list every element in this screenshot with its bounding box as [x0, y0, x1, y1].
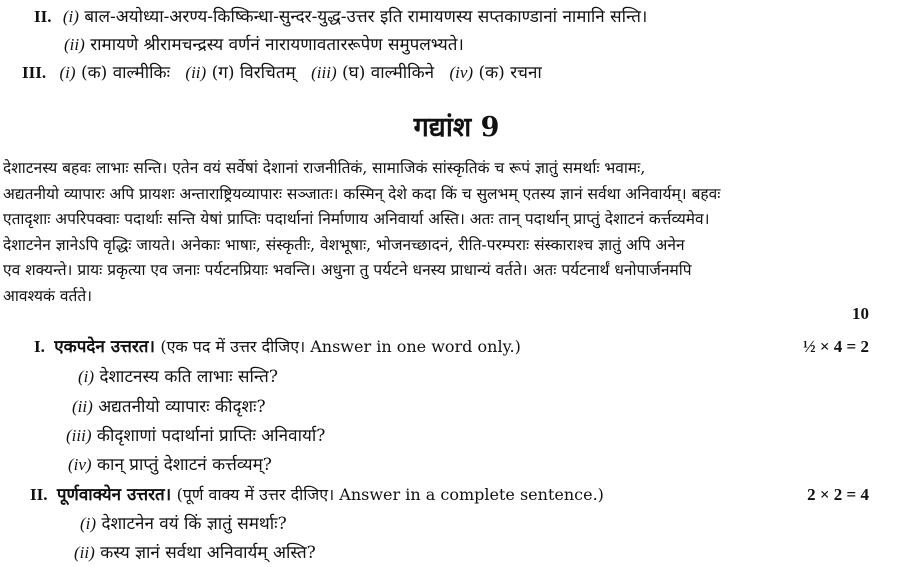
- question-i-number: I.: [34, 337, 45, 356]
- answer-iii-line: [22, 62, 542, 84]
- question-ii-item: [74, 542, 316, 564]
- item-text: कस्य ज्ञानं सर्वथा अनिवार्यम् अस्ति?: [100, 543, 316, 563]
- passage-line: अद्यतनीयो व्यापारः अपि प्रायशः अन्ताराष्ट्रियव्यापारः सञ्जातः। कस्मिन् देशे कदा किं च सुलभम् एतस्य ज्ञानं सर्वथा अनिवार्यम्। बहवः: [3, 184, 721, 203]
- item-marker: (iii): [66, 426, 92, 445]
- answer-iii-1-text: (क) वाल्मीकिः: [80, 63, 171, 83]
- question-i-item: [66, 425, 325, 447]
- passage-line: देशाटनेन ज्ञानेऽपि वृद्धिः जायते। अनेकाः भाषाः, संस्कृतीः, वेशभूषाः, भोजनच्छादनं, रीति-परम्पराः संस्काराश्च ज्ञातुं अपि अनेन: [3, 235, 685, 254]
- item-marker: (ii): [74, 543, 95, 562]
- question-ii-instruction: (पूर्ण वाक्य में उत्तर दीजिए। Answer in a complete sentence.): [176, 485, 604, 504]
- passage-line: एव शक्यन्ते। प्रायः प्रकृत्या एव जनाः पर्यटनप्रियाः भवन्ति। अधुना तु पर्यटने धनस्य प्राधान्यं वर्तते। अतः पर्यटनार्थं धनोपार्जनमपि: [3, 261, 692, 279]
- answer-iii-1-marker: (i): [59, 63, 76, 82]
- answer-ii-number: II.: [34, 7, 52, 26]
- answer-iii-4-text: (क) रचना: [478, 63, 542, 83]
- question-ii-marks: 2 × 2 = 4: [807, 485, 869, 504]
- passage: [3, 156, 911, 309]
- passage-line: आवश्यकं वर्तते।: [3, 286, 93, 305]
- answer-iii-number: III.: [22, 63, 47, 82]
- answer-ii-line-2: [64, 34, 464, 56]
- item-text: अद्यतनीयो व्यापारः कीदृशः?: [98, 397, 266, 417]
- question-i-item: [68, 454, 272, 476]
- question-ii-heading: पूर्णवाक्येन उत्तरत।: [56, 485, 172, 505]
- item-text: देशाटनेन वयं किं ज्ञातुं समर्थाः?: [101, 514, 287, 534]
- answer-iii-2-marker: (ii): [185, 63, 207, 82]
- item-marker: (ii): [72, 397, 93, 416]
- question-i-header: [34, 336, 521, 358]
- section-title: गद्यांश 9: [413, 112, 500, 143]
- question-ii-header: [30, 484, 604, 506]
- passage-line: एतादृशाः अपरिपक्वाः पदार्थाः सन्ति येषां प्राप्तिः पदार्थानां निर्माणाय अनिवार्या अस्ति। अतः तान् पदार्थान् प्राप्तुं देशाटनं कर्त्तव्यमेव।: [3, 210, 710, 228]
- question-i-item: [78, 366, 278, 388]
- question-i-heading: एकपदेन उत्तरत।: [54, 337, 155, 357]
- item-text: देशाटनस्य कति लाभाः सन्ति?: [99, 367, 278, 387]
- item-marker: (iv): [68, 455, 92, 474]
- item-text: कान् प्राप्तुं देशाटनं कर्त्तव्यम्?: [97, 455, 272, 475]
- question-i-instruction: (एक पद में उत्तर दीजिए। Answer in one word only.): [160, 337, 521, 356]
- question-ii-item: [80, 513, 287, 535]
- item-marker: (i): [80, 514, 97, 533]
- question-i-marks: ½ × 4 = 2: [802, 337, 869, 356]
- answer-iii-4-marker: (iv): [449, 63, 474, 82]
- answer-iii-3-marker: (iii): [311, 63, 337, 82]
- passage-line: देशाटनस्य बहवः लाभाः सन्ति। एतेन वयं सर्वेषां देशानां राजनीतिकं, सामाजिकं सांस्कृतिकं च रूपं ज्ञातुं समर्थाः भवामः,: [3, 159, 646, 177]
- answer-ii-2-text: रामायणे श्रीरामचन्द्रस्य वर्णनं नारायणावताररूपेण समुपलभ्यते।: [90, 35, 464, 55]
- answer-ii-1-text: बाल-अयोध्या-अरण्य-किष्किन्धा-सुन्दर-युद्ध-उत्तर इति रामायणस्य सप्तकाण्डानां नामानि सन्ति।: [84, 7, 648, 27]
- question-ii-number: II.: [30, 485, 48, 504]
- answer-iii-2-text: (ग) विरचितम्: [211, 63, 296, 83]
- passage-marks: 10: [852, 304, 869, 323]
- question-i-item: [72, 396, 266, 418]
- answer-iii-3-text: (घ) वाल्मीकिने: [342, 63, 435, 83]
- answer-ii-line-1: [34, 6, 647, 28]
- item-marker: (i): [78, 367, 95, 386]
- answer-ii-2-marker: (ii): [64, 35, 85, 54]
- answer-ii-1-marker: (i): [62, 7, 79, 26]
- item-text: कीदृशाणां पदार्थानां प्राप्तिः अनिवार्या?: [96, 426, 326, 446]
